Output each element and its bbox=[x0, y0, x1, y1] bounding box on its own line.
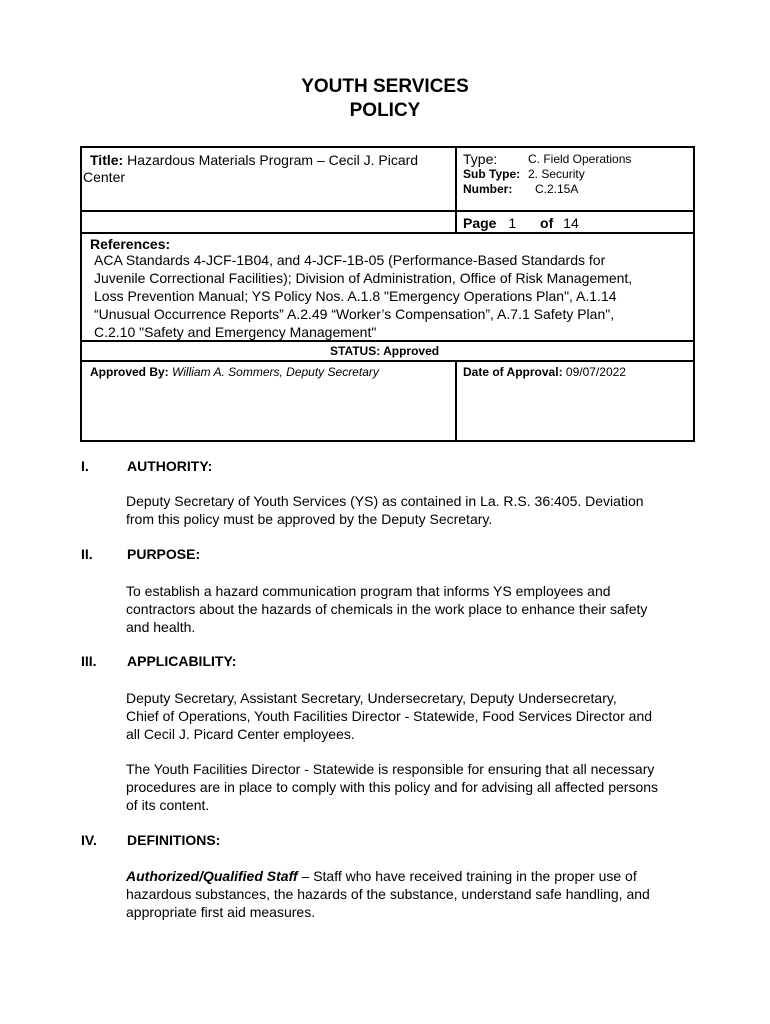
section-3-paragraph-2 bbox=[126, 760, 688, 814]
status-text: STATUS: Approved bbox=[330, 344, 440, 358]
paragraph-line: procedures are in place to comply with this policy and for advising all affected persons bbox=[126, 779, 659, 795]
page-total: 14 bbox=[563, 215, 579, 231]
title-line bbox=[90, 151, 418, 169]
section-4-definition bbox=[126, 867, 688, 921]
subtype-label: Sub Type: bbox=[463, 167, 521, 181]
paragraph-line: Deputy Secretary, Assistant Secretary, Undersecretary, Deputy Undersecretary, bbox=[126, 690, 617, 706]
type-label: Type: bbox=[463, 151, 498, 167]
title-label: Title: bbox=[90, 152, 124, 168]
page-number: 1 bbox=[508, 215, 517, 231]
definition-term: Authorized/Qualified Staff bbox=[126, 868, 298, 884]
definition-text: – Staff who have received training in the proper use of bbox=[297, 868, 637, 884]
references-label: References: bbox=[90, 236, 171, 252]
paragraph-line: all Cecil J. Picard Center employees. bbox=[126, 726, 355, 742]
paragraph-line: hazardous substances, the hazards of the substance, understand safe handling, and bbox=[126, 886, 650, 902]
date-label: Date of Approval: bbox=[463, 365, 563, 379]
paragraph-line: contractors about the hazards of chemicals in the work place to enhance their safety bbox=[126, 601, 648, 617]
paragraph-line: Chief of Operations, Youth Facilities Director - Statewide, Food Services Director and bbox=[126, 708, 653, 724]
page-indicator bbox=[463, 214, 579, 232]
section-3-number: III. bbox=[81, 653, 97, 669]
approved-by-label: Approved By: bbox=[90, 365, 169, 379]
paragraph-line: Deputy Secretary of Youth Services (YS) as contained in La. R.S. 36:405. Deviation bbox=[126, 493, 644, 509]
definition-first-line bbox=[126, 867, 688, 885]
section-2-paragraph bbox=[126, 582, 688, 636]
references-line: Juvenile Correctional Facilities); Division of Administration, Office of Risk Management, bbox=[94, 270, 633, 286]
type-value: C. Field Operations bbox=[528, 152, 632, 166]
references-line: ACA Standards 4-JCF-1B04, and 4-JCF-1B-05 (Performance-Based Standards for bbox=[94, 252, 606, 268]
paragraph-line: of its content. bbox=[126, 797, 210, 813]
section-3-paragraph-1 bbox=[126, 689, 688, 743]
paragraph-line: and health. bbox=[126, 619, 196, 635]
date-value: 09/07/2022 bbox=[565, 365, 626, 379]
paragraph-line: The Youth Facilities Director - Statewide is responsible for ensuring that all necessary bbox=[126, 761, 655, 777]
number-value: C.2.15A bbox=[535, 182, 579, 196]
section-2-heading: PURPOSE: bbox=[127, 546, 201, 562]
title-value: Hazardous Materials Program – Cecil J. Picard bbox=[127, 152, 419, 168]
blank-cell bbox=[80, 210, 457, 234]
section-3-heading: APPLICABILITY: bbox=[127, 653, 237, 669]
references-line: C.2.10 "Safety and Emergency Management" bbox=[94, 324, 377, 340]
section-2-number: II. bbox=[81, 546, 93, 562]
paragraph-line: from this policy must be approved by the Deputy Secretary. bbox=[126, 511, 493, 527]
number-label: Number: bbox=[463, 182, 513, 196]
section-1-number: I. bbox=[81, 458, 89, 474]
section-4-heading: DEFINITIONS: bbox=[127, 832, 221, 848]
title-value-cont: Center bbox=[83, 169, 126, 185]
section-1-paragraph bbox=[126, 492, 688, 528]
references-line: Loss Prevention Manual; YS Policy Nos. A.1.8 "Emergency Operations Plan", A.1.14 bbox=[94, 288, 617, 304]
references-line: “Unusual Occurrence Reports” A.2.49 “Worker’s Compensation”, A.7.1 Safety Plan", bbox=[94, 306, 615, 322]
paragraph-line: To establish a hazard communication program that informs YS employees and bbox=[126, 583, 611, 599]
of-label: of bbox=[540, 215, 554, 231]
doc-title-line2: POLICY bbox=[349, 100, 421, 121]
approved-by bbox=[90, 364, 379, 380]
date-of-approval bbox=[463, 364, 626, 380]
references-text bbox=[94, 251, 632, 341]
subtype-value: 2. Security bbox=[528, 167, 585, 181]
paragraph-line: appropriate first aid measures. bbox=[126, 904, 316, 920]
section-1-heading: AUTHORITY: bbox=[127, 458, 213, 474]
doc-title-line1: YOUTH SERVICES bbox=[301, 76, 469, 97]
page-label: Page bbox=[463, 215, 497, 231]
section-4-number: IV. bbox=[81, 832, 97, 848]
approved-by-value: William A. Sommers, Deputy Secretary bbox=[172, 365, 379, 379]
